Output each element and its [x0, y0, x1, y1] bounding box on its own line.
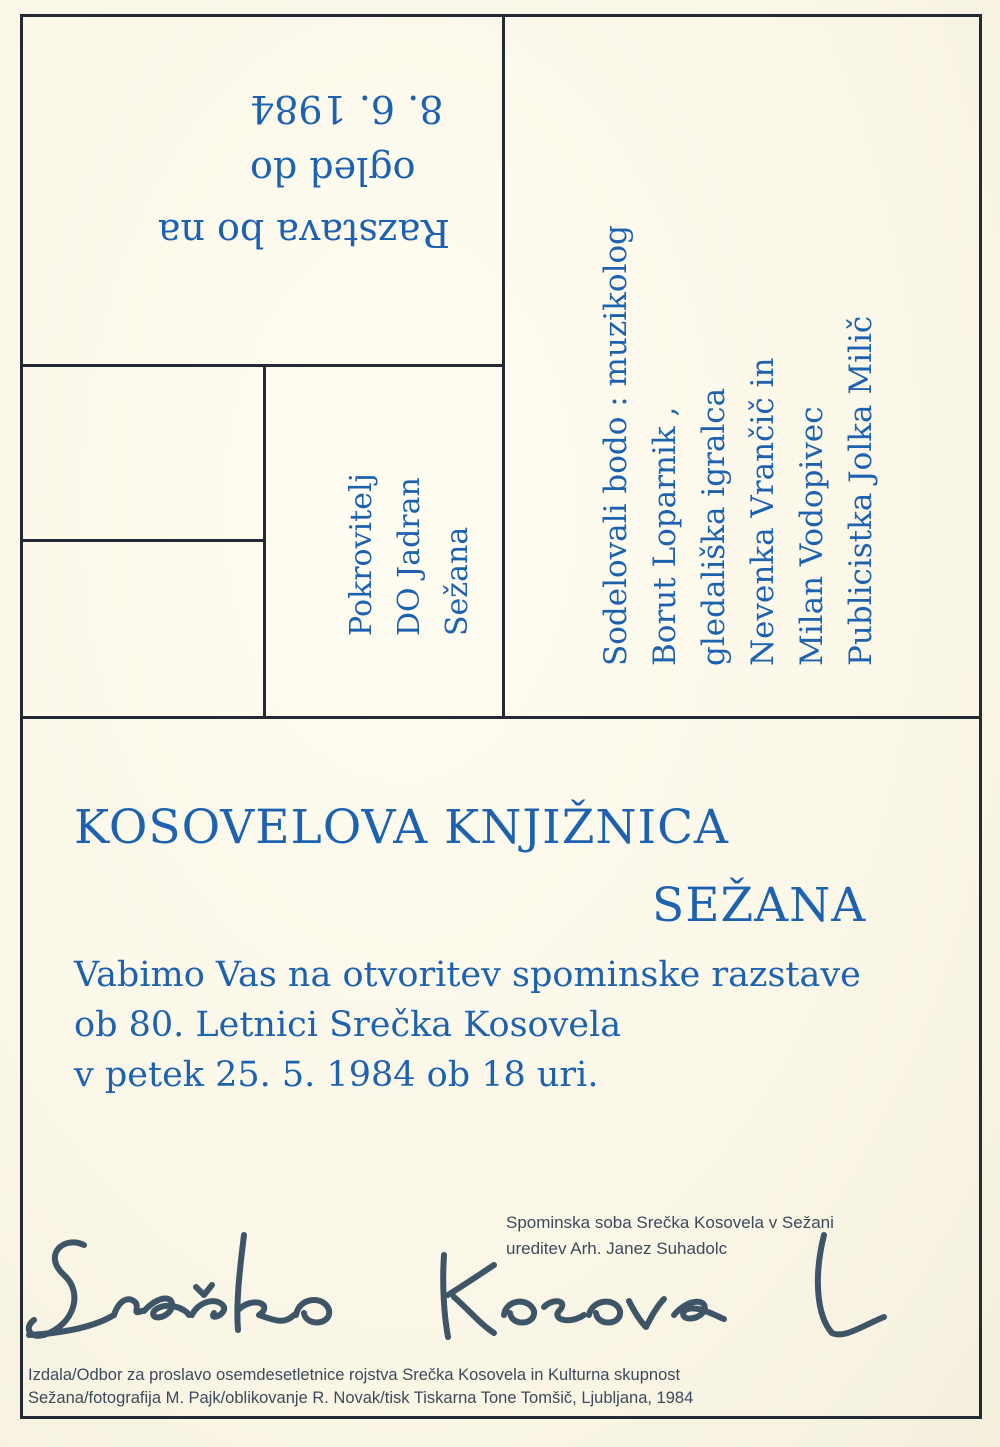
exhibition-line-3: 8. 6. 1984 [250, 87, 444, 131]
divider-horizontal-main [20, 716, 982, 719]
sponsor-line-3: Sežana [440, 526, 475, 636]
sponsor-line-2: DO Jadran [392, 477, 427, 636]
colophon [28, 1364, 693, 1410]
exhibition-dates-text [157, 78, 450, 264]
participants-line-1: Sodelovali bodo : muzikolog [598, 225, 634, 666]
participants-line-6: Publicistka Jolka Milič [843, 315, 879, 666]
border-bottom [20, 1416, 982, 1419]
sponsor-text [338, 473, 482, 636]
title-line-1: KOSOVELOVA KNJIŽNICA [74, 800, 729, 855]
invitation-line-3: v petek 25. 5. 1984 ob 18 uri. [74, 1055, 599, 1095]
exhibition-line-2: ogled do [250, 149, 416, 193]
signature-image [24, 1215, 904, 1375]
participants-line-2: Borut Loparnik , [647, 406, 683, 666]
memorial-credit-line-2: ureditev Arh. Janez Suhadolc [506, 1239, 728, 1258]
participants-line-4: Nevenka Vrančič in [745, 357, 781, 666]
exhibition-line-1: Razstava bo na [157, 211, 450, 255]
invitation-line-2: ob 80. Letnici Srečka Kosovela [74, 1005, 622, 1045]
memorial-credit-line-1: Spominska soba Srečka Kosovela v Sežani [506, 1213, 834, 1232]
divider-horizontal-top [20, 364, 504, 367]
participants-line-5: Milan Vodopivec [794, 406, 830, 666]
participants-line-3: gledališka igralca [696, 387, 732, 666]
participants-text [592, 225, 886, 666]
colophon-line-1: Izdala/Odbor za proslavo osemdesetletnice rojstva Srečka Kosovela in Kulturna skupnost [28, 1366, 681, 1384]
invitation-line-1: Vabimo Vas na otvoritev spominske razstave [74, 955, 861, 995]
title-line-2: SEŽANA [652, 878, 867, 933]
colophon-line-2: Sežana/fotografija M. Pajk/oblikovanje R. Novak/tisk Tiskarna Tone Tomšič, Ljubljana, 1984 [28, 1389, 694, 1407]
border-top [20, 14, 982, 17]
sponsor-line-1: Pokrovitelj [344, 473, 379, 636]
divider-horizontal-small [20, 539, 265, 542]
invitation-text [74, 950, 861, 1100]
